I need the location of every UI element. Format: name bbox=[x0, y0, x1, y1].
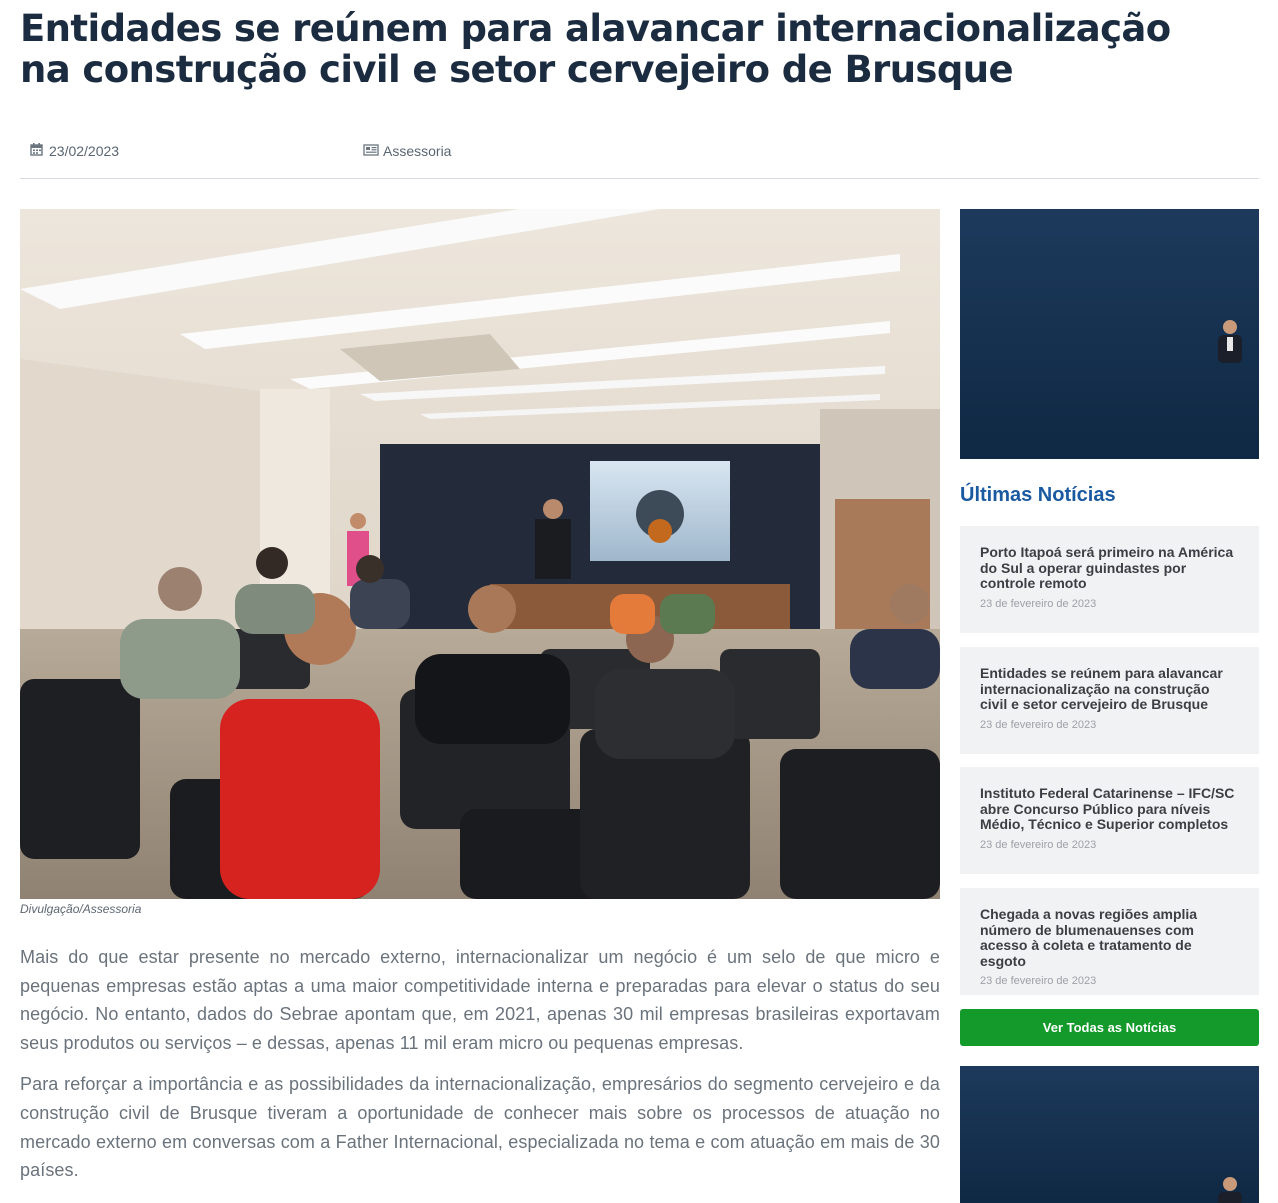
news-title[interactable]: Porto Itapoá será primeiro na América do Sul a operar guindastes por controle remoto bbox=[980, 544, 1234, 591]
news-card[interactable] bbox=[960, 888, 1259, 995]
article-photo bbox=[20, 209, 940, 899]
photo-caption: Divulgação/Assessoria bbox=[20, 902, 142, 916]
sidebar-ad-banner[interactable] bbox=[960, 209, 1259, 459]
news-card[interactable] bbox=[960, 647, 1259, 754]
article-date bbox=[30, 143, 119, 159]
date-text: 23/02/2023 bbox=[49, 143, 120, 159]
news-title[interactable]: Instituto Federal Catarinense – IFC/SC abre Concurso Público para níveis Médio, Técnico e Superior completos bbox=[980, 785, 1235, 832]
category-text: Assessoria bbox=[383, 143, 452, 159]
calendar-icon bbox=[30, 143, 43, 159]
news-date: 23 de fevereiro de 2023 bbox=[980, 838, 1097, 851]
latest-news-heading: Últimas Notícias bbox=[960, 484, 1116, 506]
news-card[interactable] bbox=[960, 767, 1259, 874]
article-body bbox=[20, 943, 940, 1198]
news-card[interactable] bbox=[960, 526, 1259, 633]
news-title[interactable]: Entidades se reúnem para alavancar internacionalização na construção civil e setor cervejeiro de Brusque bbox=[980, 665, 1223, 712]
news-date: 23 de fevereiro de 2023 bbox=[980, 718, 1097, 731]
news-date: 23 de fevereiro de 2023 bbox=[980, 975, 1097, 987]
news-title[interactable]: Chegada a novas regiões amplia número de blumenauenses com acesso à coleta e tratamento de esgoto bbox=[980, 906, 1198, 969]
news-date: 23 de fevereiro de 2023 bbox=[980, 597, 1097, 610]
sidebar-ad-banner[interactable] bbox=[960, 1066, 1259, 1203]
article-paragraph: Mais do que estar presente no mercado externo, internacionalizar um negócio é um selo de que micro e pequenas empresas estão aptas a uma maior competitividade interna e preparadas para elevar o status do seu negócio. No entanto, dados do Sebrae apontam que, em 2021, apenas 30 mil empresas brasileiras exportavam seus produtos ou serviços – e dessas, apenas 11 mil eram micro ou pequenas empresas. bbox=[20, 947, 940, 1053]
article-paragraph: Para reforçar a importância e as possibilidades da internacionalização, empresários do segmento cervejeiro e da construção civil de Brusque tiveram a oportunidade de conhecer mais sobre os processos de atuação no mercado externo em conversas com a Father Internacional, especializada no tema e com atuação em mais de 30 países. bbox=[20, 1074, 940, 1181]
article-title: Entidades se reúnem para alavancar internacionalização na construção civil e setor cervejeiro de Brusque bbox=[20, 7, 1171, 91]
view-all-news-button[interactable]: Ver Todas as Notícias bbox=[960, 1009, 1259, 1046]
divider bbox=[20, 178, 1259, 179]
article-category[interactable] bbox=[363, 143, 451, 159]
newspaper-icon bbox=[363, 143, 379, 159]
